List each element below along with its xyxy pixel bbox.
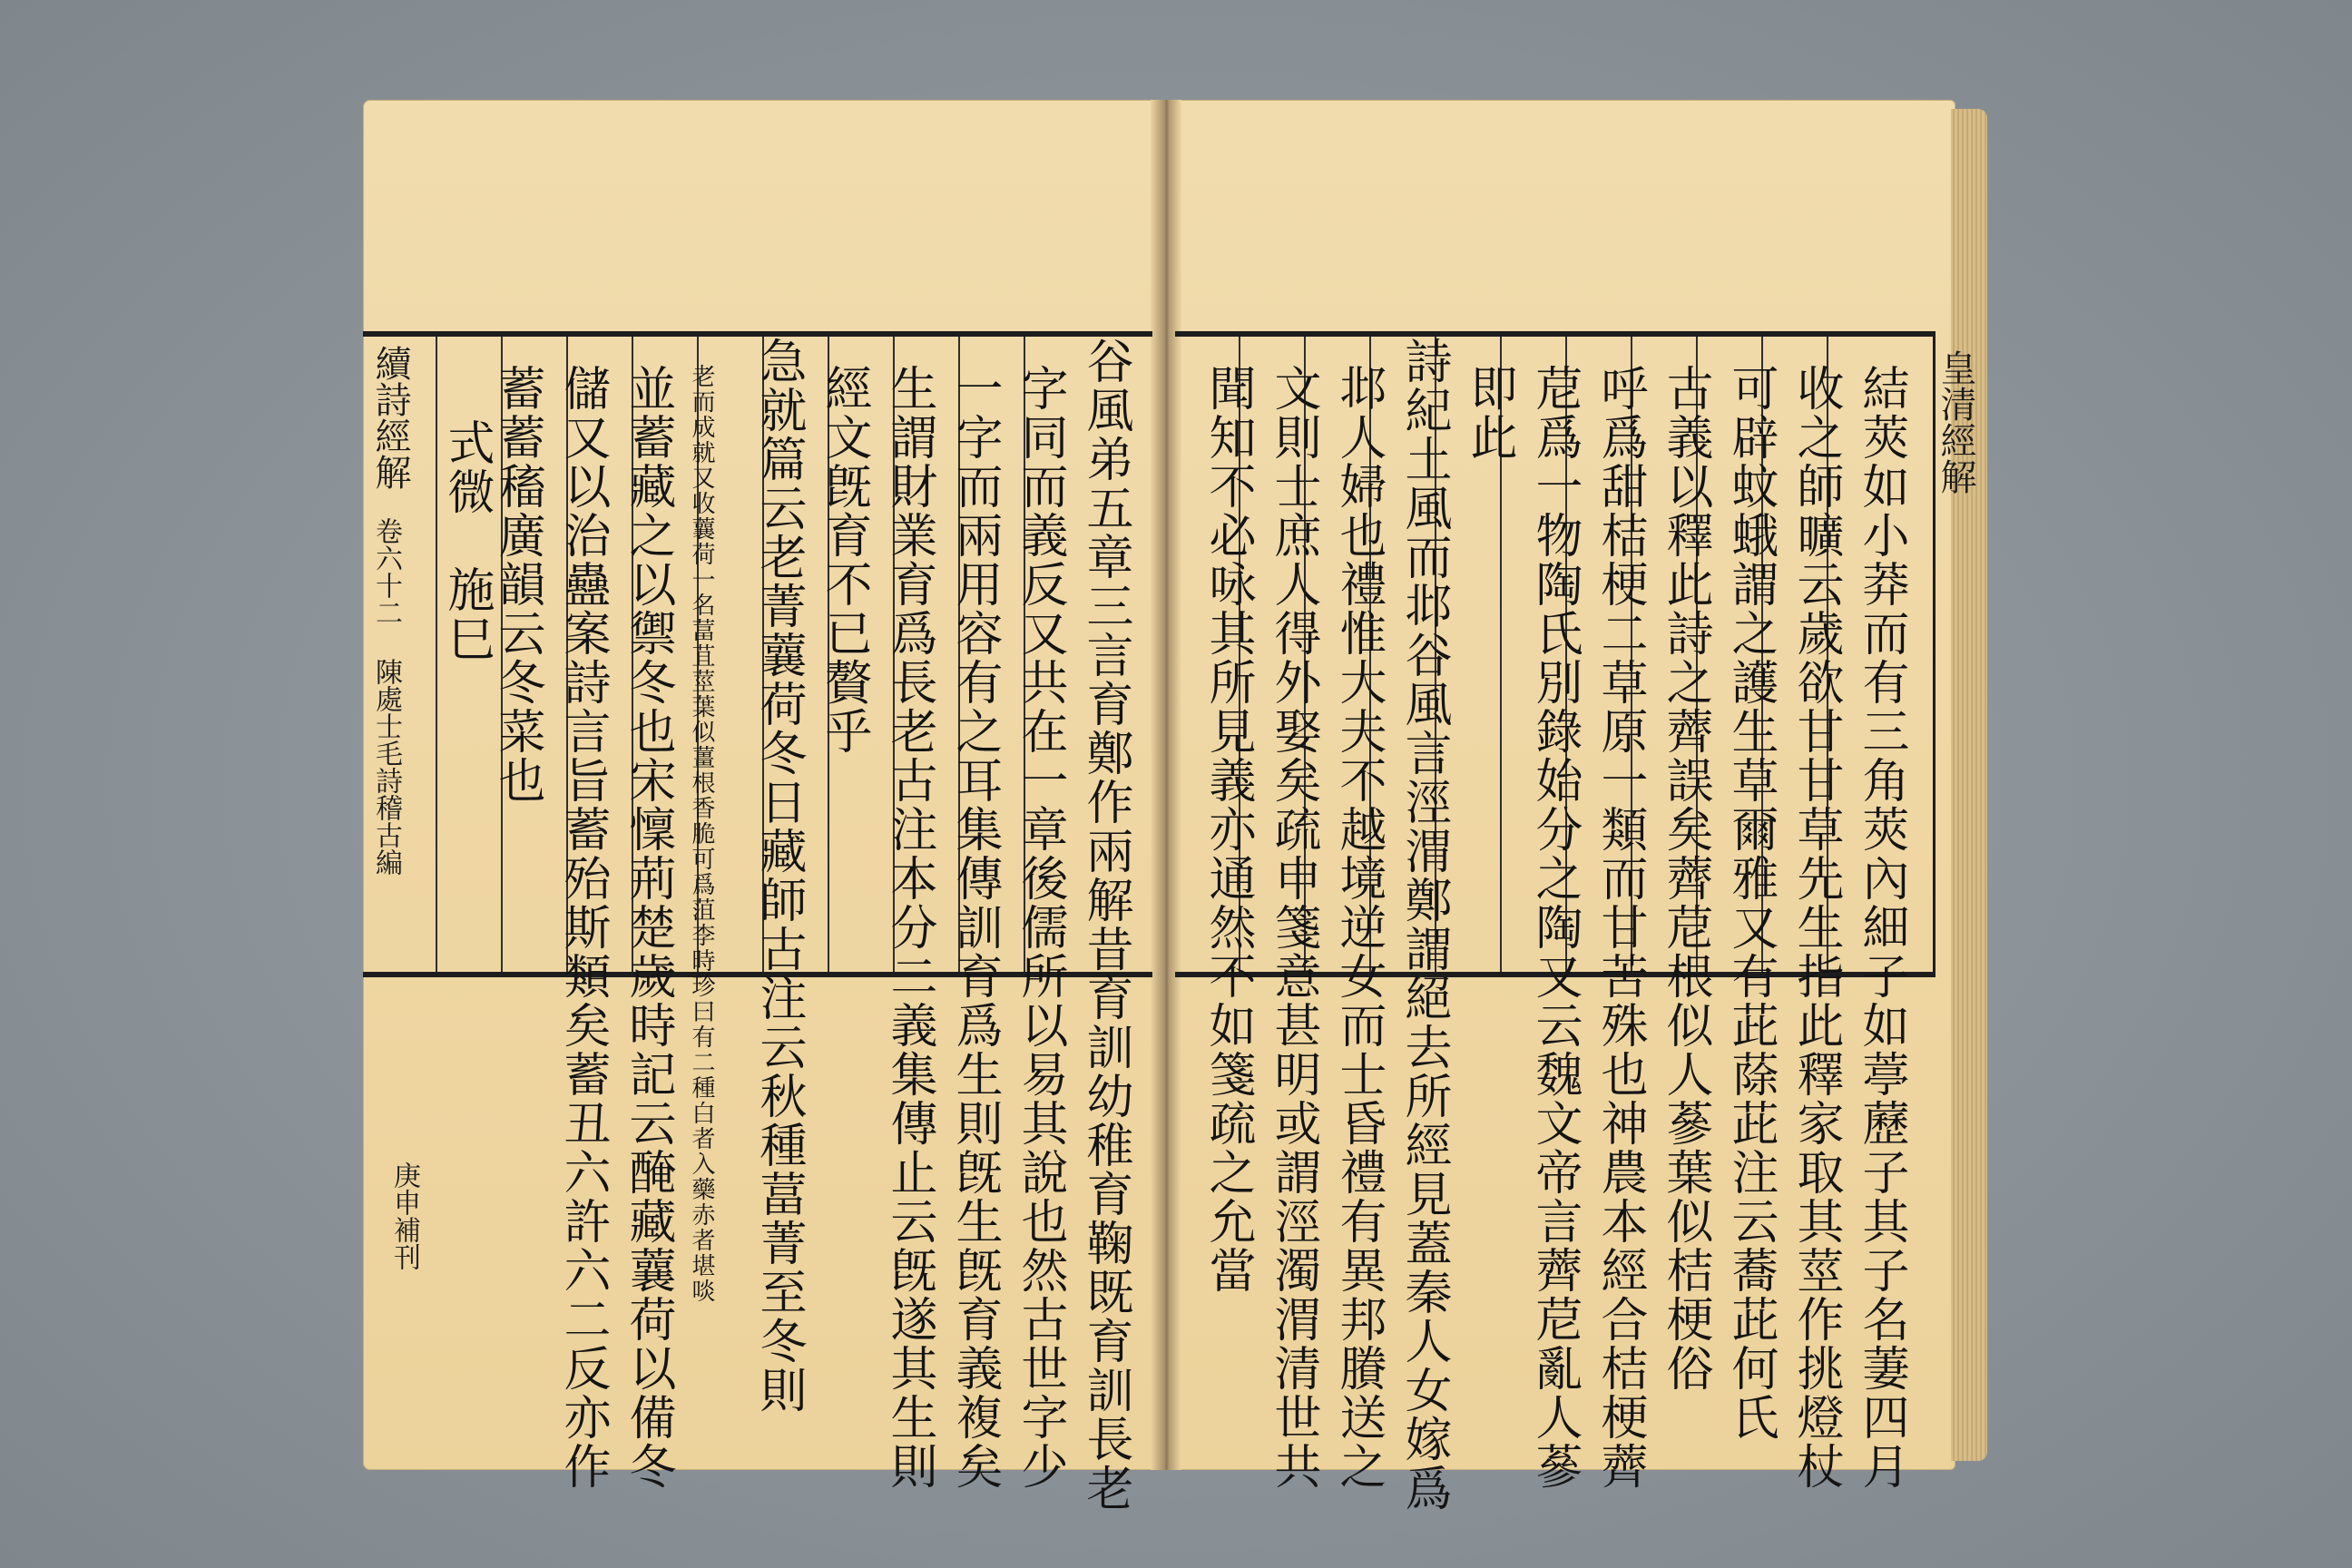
- text-column: 聞知不必咏其所見義亦通然不如箋疏之允當: [1200, 364, 1255, 1295]
- text-column: 谷風弟五章三言育鄭作兩解昔育訓幼稚育鞠既育訓長老: [1078, 337, 1132, 1513]
- text-column: 蓄蓄稸廣韻云冬菜也: [490, 364, 544, 805]
- column-rule: [436, 337, 437, 972]
- text-column: 老而成就又收蘘荷一名葍苴莖葉似薑根香脆可爲菹李時珍曰有二種白者入藥赤者堪啖: [688, 364, 715, 1304]
- page-edges: [1951, 109, 1987, 1461]
- right-text-frame: [1175, 331, 1936, 1513]
- text-column: 詩紀土風而邶谷風言涇渭鄭謂絕去所經見蓋秦人女嫁爲: [1396, 337, 1451, 1513]
- text-column: 並蓄藏之以禦冬也宋懍荊楚歲時記云醃藏蘘荷以備冬: [621, 364, 675, 1491]
- text-column: 字同而義反又共在一章後儒所以易其說也然古世字少: [1013, 364, 1067, 1491]
- margin-bottom-left: 庚申補刊: [388, 1161, 420, 1270]
- text-column: 生謂財業育爲長老古注本分二義集傳止云旣遂其生則: [882, 364, 936, 1491]
- text-column: 儲又以治蠱案詩言旨蓄殆斯類矣蓄丑六許六二反亦作: [555, 364, 610, 1491]
- margin-title-right: 皇清經解: [1935, 349, 1976, 495]
- text-column: 文則士庶人得外娶矣疏申箋意甚明或謂涇濁渭清世共: [1266, 364, 1320, 1491]
- text-column: 邶人婦也禮惟大夫不越境逆女而士昏禮有異邦賸送之: [1331, 364, 1386, 1491]
- text-column: 式微 施巳: [439, 418, 494, 663]
- text-column: 收之師曠云歲欲甘甘草先生指此釋家取其莖作挑燈杖: [1788, 364, 1843, 1491]
- text-column: 苨爲一物陶氏別錄始分之陶又云魏文帝言薺苨亂人蔘: [1527, 364, 1582, 1491]
- text-column: 一字而兩用容有之耳集傳訓育爲生則旣生旣育義複矣: [947, 364, 1002, 1491]
- text-column: 經文旣育不已贅乎: [817, 364, 871, 756]
- open-book: [363, 91, 1987, 1513]
- text-column: 呼爲甜桔梗二草原一類而甘苦殊也神農本經合桔梗薺: [1592, 364, 1647, 1491]
- text-column: 即此: [1462, 364, 1516, 462]
- margin-subtitle-left: 卷六十二 陳處士毛詩稽古編: [370, 517, 402, 876]
- text-column: 可辟蚊蛾謂之護生草爾雅又有茈蒢茈注云蕎茈何氏: [1723, 364, 1778, 1442]
- text-column: 古義以釋此詩之薺誤矣薺苨根似人蔘葉似桔梗俗: [1658, 364, 1712, 1393]
- text-column: 急就篇云老菁蘘荷冬日藏師古注云秋種葍菁至冬則: [751, 337, 806, 1415]
- text-column: 結莢如小莽而有三角莢內細子如葶藶子其子名萋四月: [1854, 364, 1908, 1491]
- margin-title-left: 續詩經解: [369, 345, 411, 490]
